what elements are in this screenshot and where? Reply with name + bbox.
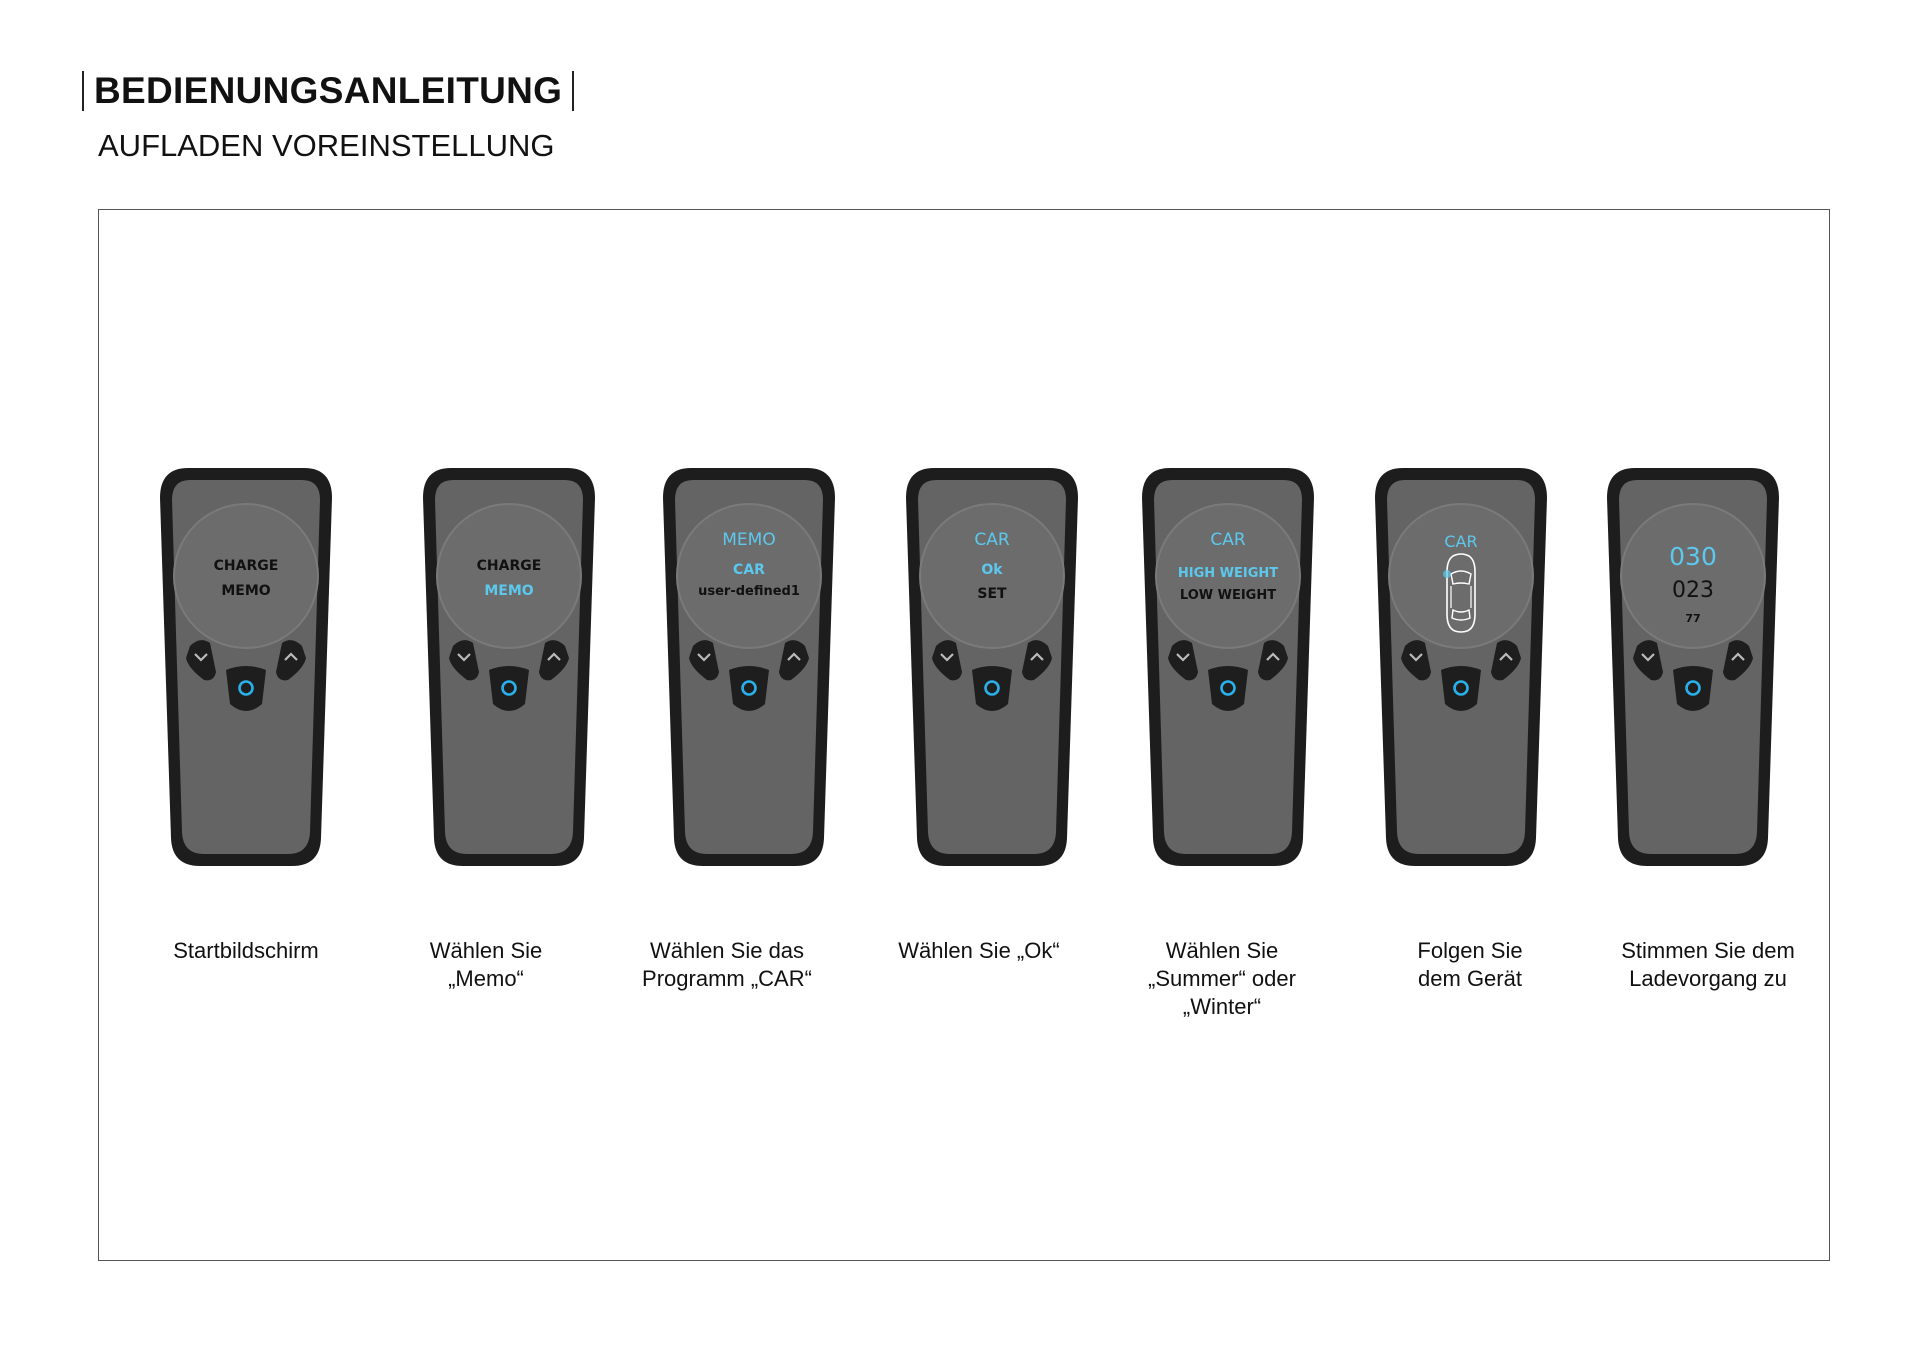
step-caption: [1117, 937, 1327, 1021]
screen-line: SET: [977, 586, 1007, 602]
screen-value: 030: [1669, 542, 1717, 571]
caption-line: Ladevorgang zu: [1629, 966, 1787, 991]
screen-line: CAR: [1444, 532, 1478, 551]
remote-device-icon: [421, 468, 597, 868]
car-top-view-icon: [1441, 552, 1481, 634]
screen-line: user-defined1: [698, 584, 800, 599]
step-caption: [874, 937, 1084, 965]
screen-line: CAR: [733, 562, 765, 578]
step-caption: [141, 937, 351, 965]
device-step-4: [904, 468, 1080, 868]
screen-value: 023: [1672, 578, 1714, 603]
screen-value: 77: [1685, 612, 1701, 625]
caption-line: Programm „CAR“: [642, 966, 812, 991]
screen-line: MEMO: [484, 583, 534, 599]
device-step-2: [421, 468, 597, 868]
screen-line: LOW WEIGHT: [1179, 588, 1277, 603]
caption-line: dem Gerät: [1418, 966, 1522, 991]
caption-line: Startbildschirm: [173, 938, 319, 963]
caption-line: „Summer“ oder: [1148, 966, 1296, 991]
device-step-7: [1605, 468, 1781, 868]
step-caption: [622, 937, 832, 993]
step-caption: [1365, 937, 1575, 993]
remote-device-icon: [1140, 468, 1316, 868]
remote-device-icon: [661, 468, 837, 868]
title-row: [82, 70, 574, 112]
screen-line: CAR: [974, 530, 1010, 550]
caption-line: Stimmen Sie dem: [1621, 938, 1795, 963]
step-caption: [381, 937, 591, 993]
device-step-6: [1373, 468, 1549, 868]
caption-line: Wählen Sie: [429, 938, 543, 963]
caption-line: „Memo“: [448, 966, 524, 991]
screen-line: CHARGE: [476, 558, 542, 574]
screen-line: CAR: [1210, 530, 1246, 550]
device-step-3: [661, 468, 837, 868]
screen-line: HIGH WEIGHT: [1177, 566, 1279, 581]
screen-line: MEMO: [722, 530, 776, 550]
step-caption: [1603, 937, 1813, 993]
remote-device-icon: [1605, 468, 1781, 868]
caption-line: Folgen Sie: [1417, 938, 1523, 963]
caption-line: „Winter“: [1182, 994, 1262, 1019]
title-bar-left: [82, 71, 84, 111]
device-step-1: [158, 468, 334, 868]
screen-line: MEMO: [221, 583, 271, 599]
caption-line: Wählen Sie: [1165, 938, 1279, 963]
caption-line: Wählen Sie das: [649, 938, 805, 963]
caption-line: Wählen Sie „Ok“: [898, 938, 1060, 963]
page-header: [82, 70, 574, 164]
page-title: BEDIENUNGSANLEITUNG: [94, 70, 563, 111]
remote-device-icon: [904, 468, 1080, 868]
screen-line: Ok: [981, 562, 1003, 578]
title-bar-right: [572, 71, 574, 111]
remote-device-icon: [158, 468, 334, 868]
remote-device-icon: [1373, 468, 1549, 868]
screen-line: CHARGE: [213, 558, 279, 574]
device-step-5: [1140, 468, 1316, 868]
page-subtitle: AUFLADEN VOREINSTELLUNG: [98, 128, 555, 163]
